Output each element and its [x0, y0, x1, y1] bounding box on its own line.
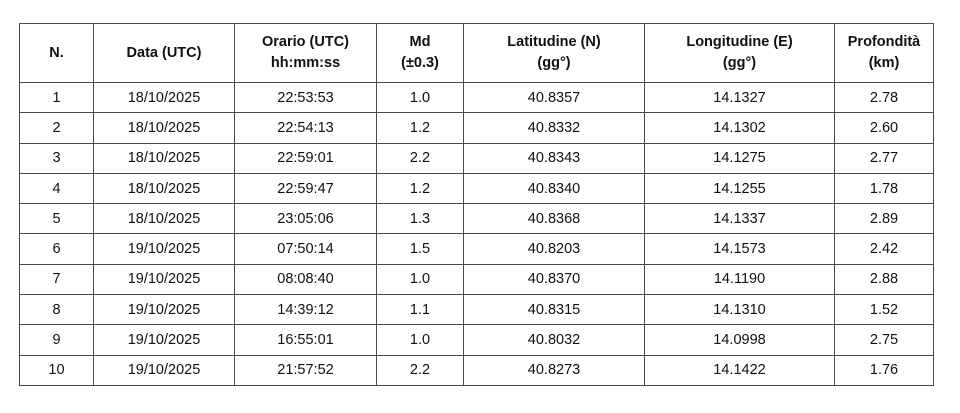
cell-depth: 2.89	[835, 204, 934, 234]
header-magnitude	[377, 24, 464, 83]
cell-longitude: 14.1302	[645, 113, 835, 143]
cell-magnitude: 2.2	[377, 143, 464, 173]
table-row	[20, 204, 934, 234]
cell-time: 22:54:13	[235, 113, 377, 143]
cell-number: 2	[20, 113, 94, 143]
cell-number: 8	[20, 295, 94, 325]
cell-magnitude: 1.1	[377, 295, 464, 325]
cell-latitude: 40.8203	[464, 234, 645, 264]
header-time	[235, 24, 377, 83]
cell-magnitude: 1.2	[377, 173, 464, 203]
cell-number: 4	[20, 173, 94, 203]
cell-magnitude: 2.2	[377, 355, 464, 385]
header-date	[94, 24, 235, 83]
cell-longitude: 14.1422	[645, 355, 835, 385]
cell-number: 5	[20, 204, 94, 234]
cell-time: 22:53:53	[235, 83, 377, 113]
table-row	[20, 143, 934, 173]
cell-depth: 2.60	[835, 113, 934, 143]
cell-number: 7	[20, 264, 94, 294]
cell-time: 22:59:01	[235, 143, 377, 173]
cell-latitude: 40.8340	[464, 173, 645, 203]
cell-number: 6	[20, 234, 94, 264]
header-subline: (gg°)	[722, 55, 757, 71]
cell-time: 08:08:40	[235, 264, 377, 294]
cell-date: 19/10/2025	[94, 264, 235, 294]
cell-date: 18/10/2025	[94, 83, 235, 113]
cell-latitude: 40.8032	[464, 325, 645, 355]
table-row	[20, 113, 934, 143]
cell-date: 19/10/2025	[94, 325, 235, 355]
cell-depth: 2.88	[835, 264, 934, 294]
table-row	[20, 83, 934, 113]
earthquake-table	[19, 23, 934, 386]
cell-time: 14:39:12	[235, 295, 377, 325]
earthquake-table-container	[19, 23, 933, 386]
header-latitude	[464, 24, 645, 83]
cell-latitude: 40.8370	[464, 264, 645, 294]
cell-time: 16:55:01	[235, 325, 377, 355]
cell-depth: 1.76	[835, 355, 934, 385]
cell-date: 18/10/2025	[94, 113, 235, 143]
cell-magnitude: 1.5	[377, 234, 464, 264]
cell-latitude: 40.8273	[464, 355, 645, 385]
cell-depth: 2.42	[835, 234, 934, 264]
cell-date: 19/10/2025	[94, 295, 235, 325]
cell-time: 21:57:52	[235, 355, 377, 385]
cell-number: 9	[20, 325, 94, 355]
cell-time: 23:05:06	[235, 204, 377, 234]
cell-longitude: 14.1190	[645, 264, 835, 294]
cell-longitude: 14.1337	[645, 204, 835, 234]
cell-date: 19/10/2025	[94, 355, 235, 385]
header-number	[20, 24, 94, 83]
cell-magnitude: 1.2	[377, 113, 464, 143]
cell-date: 18/10/2025	[94, 173, 235, 203]
cell-longitude: 14.1573	[645, 234, 835, 264]
cell-depth: 2.75	[835, 325, 934, 355]
table-row	[20, 173, 934, 203]
cell-latitude: 40.8315	[464, 295, 645, 325]
cell-longitude: 14.0998	[645, 325, 835, 355]
header-depth	[835, 24, 934, 83]
table-row	[20, 234, 934, 264]
cell-number: 10	[20, 355, 94, 385]
cell-date: 18/10/2025	[94, 143, 235, 173]
cell-date: 19/10/2025	[94, 234, 235, 264]
header-line: Orario (UTC)	[262, 34, 349, 50]
cell-depth: 2.77	[835, 143, 934, 173]
cell-magnitude: 1.0	[377, 83, 464, 113]
header-row	[20, 24, 934, 83]
cell-number: 1	[20, 83, 94, 113]
header-line: Data (UTC)	[126, 44, 202, 61]
cell-latitude: 40.8368	[464, 204, 645, 234]
header-line: Md	[409, 34, 431, 50]
cell-magnitude: 1.0	[377, 325, 464, 355]
header-subline: (±0.3)	[401, 55, 439, 71]
cell-longitude: 14.1275	[645, 143, 835, 173]
header-subline: hh:mm:ss	[270, 55, 341, 71]
table-row	[20, 355, 934, 385]
cell-latitude: 40.8357	[464, 83, 645, 113]
cell-time: 22:59:47	[235, 173, 377, 203]
cell-magnitude: 1.0	[377, 264, 464, 294]
table-row	[20, 264, 934, 294]
header-line: Longitudine (E)	[686, 34, 793, 50]
cell-depth: 1.78	[835, 173, 934, 203]
header-subline: (km)	[868, 55, 900, 71]
header-line: N.	[49, 44, 64, 61]
cell-longitude: 14.1327	[645, 83, 835, 113]
cell-latitude: 40.8332	[464, 113, 645, 143]
cell-depth: 2.78	[835, 83, 934, 113]
table-row	[20, 295, 934, 325]
header-longitude	[645, 24, 835, 83]
header-line: Latitudine (N)	[507, 34, 601, 50]
cell-longitude: 14.1310	[645, 295, 835, 325]
cell-depth: 1.52	[835, 295, 934, 325]
table-row	[20, 325, 934, 355]
cell-latitude: 40.8343	[464, 143, 645, 173]
cell-number: 3	[20, 143, 94, 173]
header-subline: (gg°)	[537, 55, 571, 71]
cell-longitude: 14.1255	[645, 173, 835, 203]
header-line: Profondità	[847, 34, 921, 50]
cell-magnitude: 1.3	[377, 204, 464, 234]
cell-time: 07:50:14	[235, 234, 377, 264]
cell-date: 18/10/2025	[94, 204, 235, 234]
